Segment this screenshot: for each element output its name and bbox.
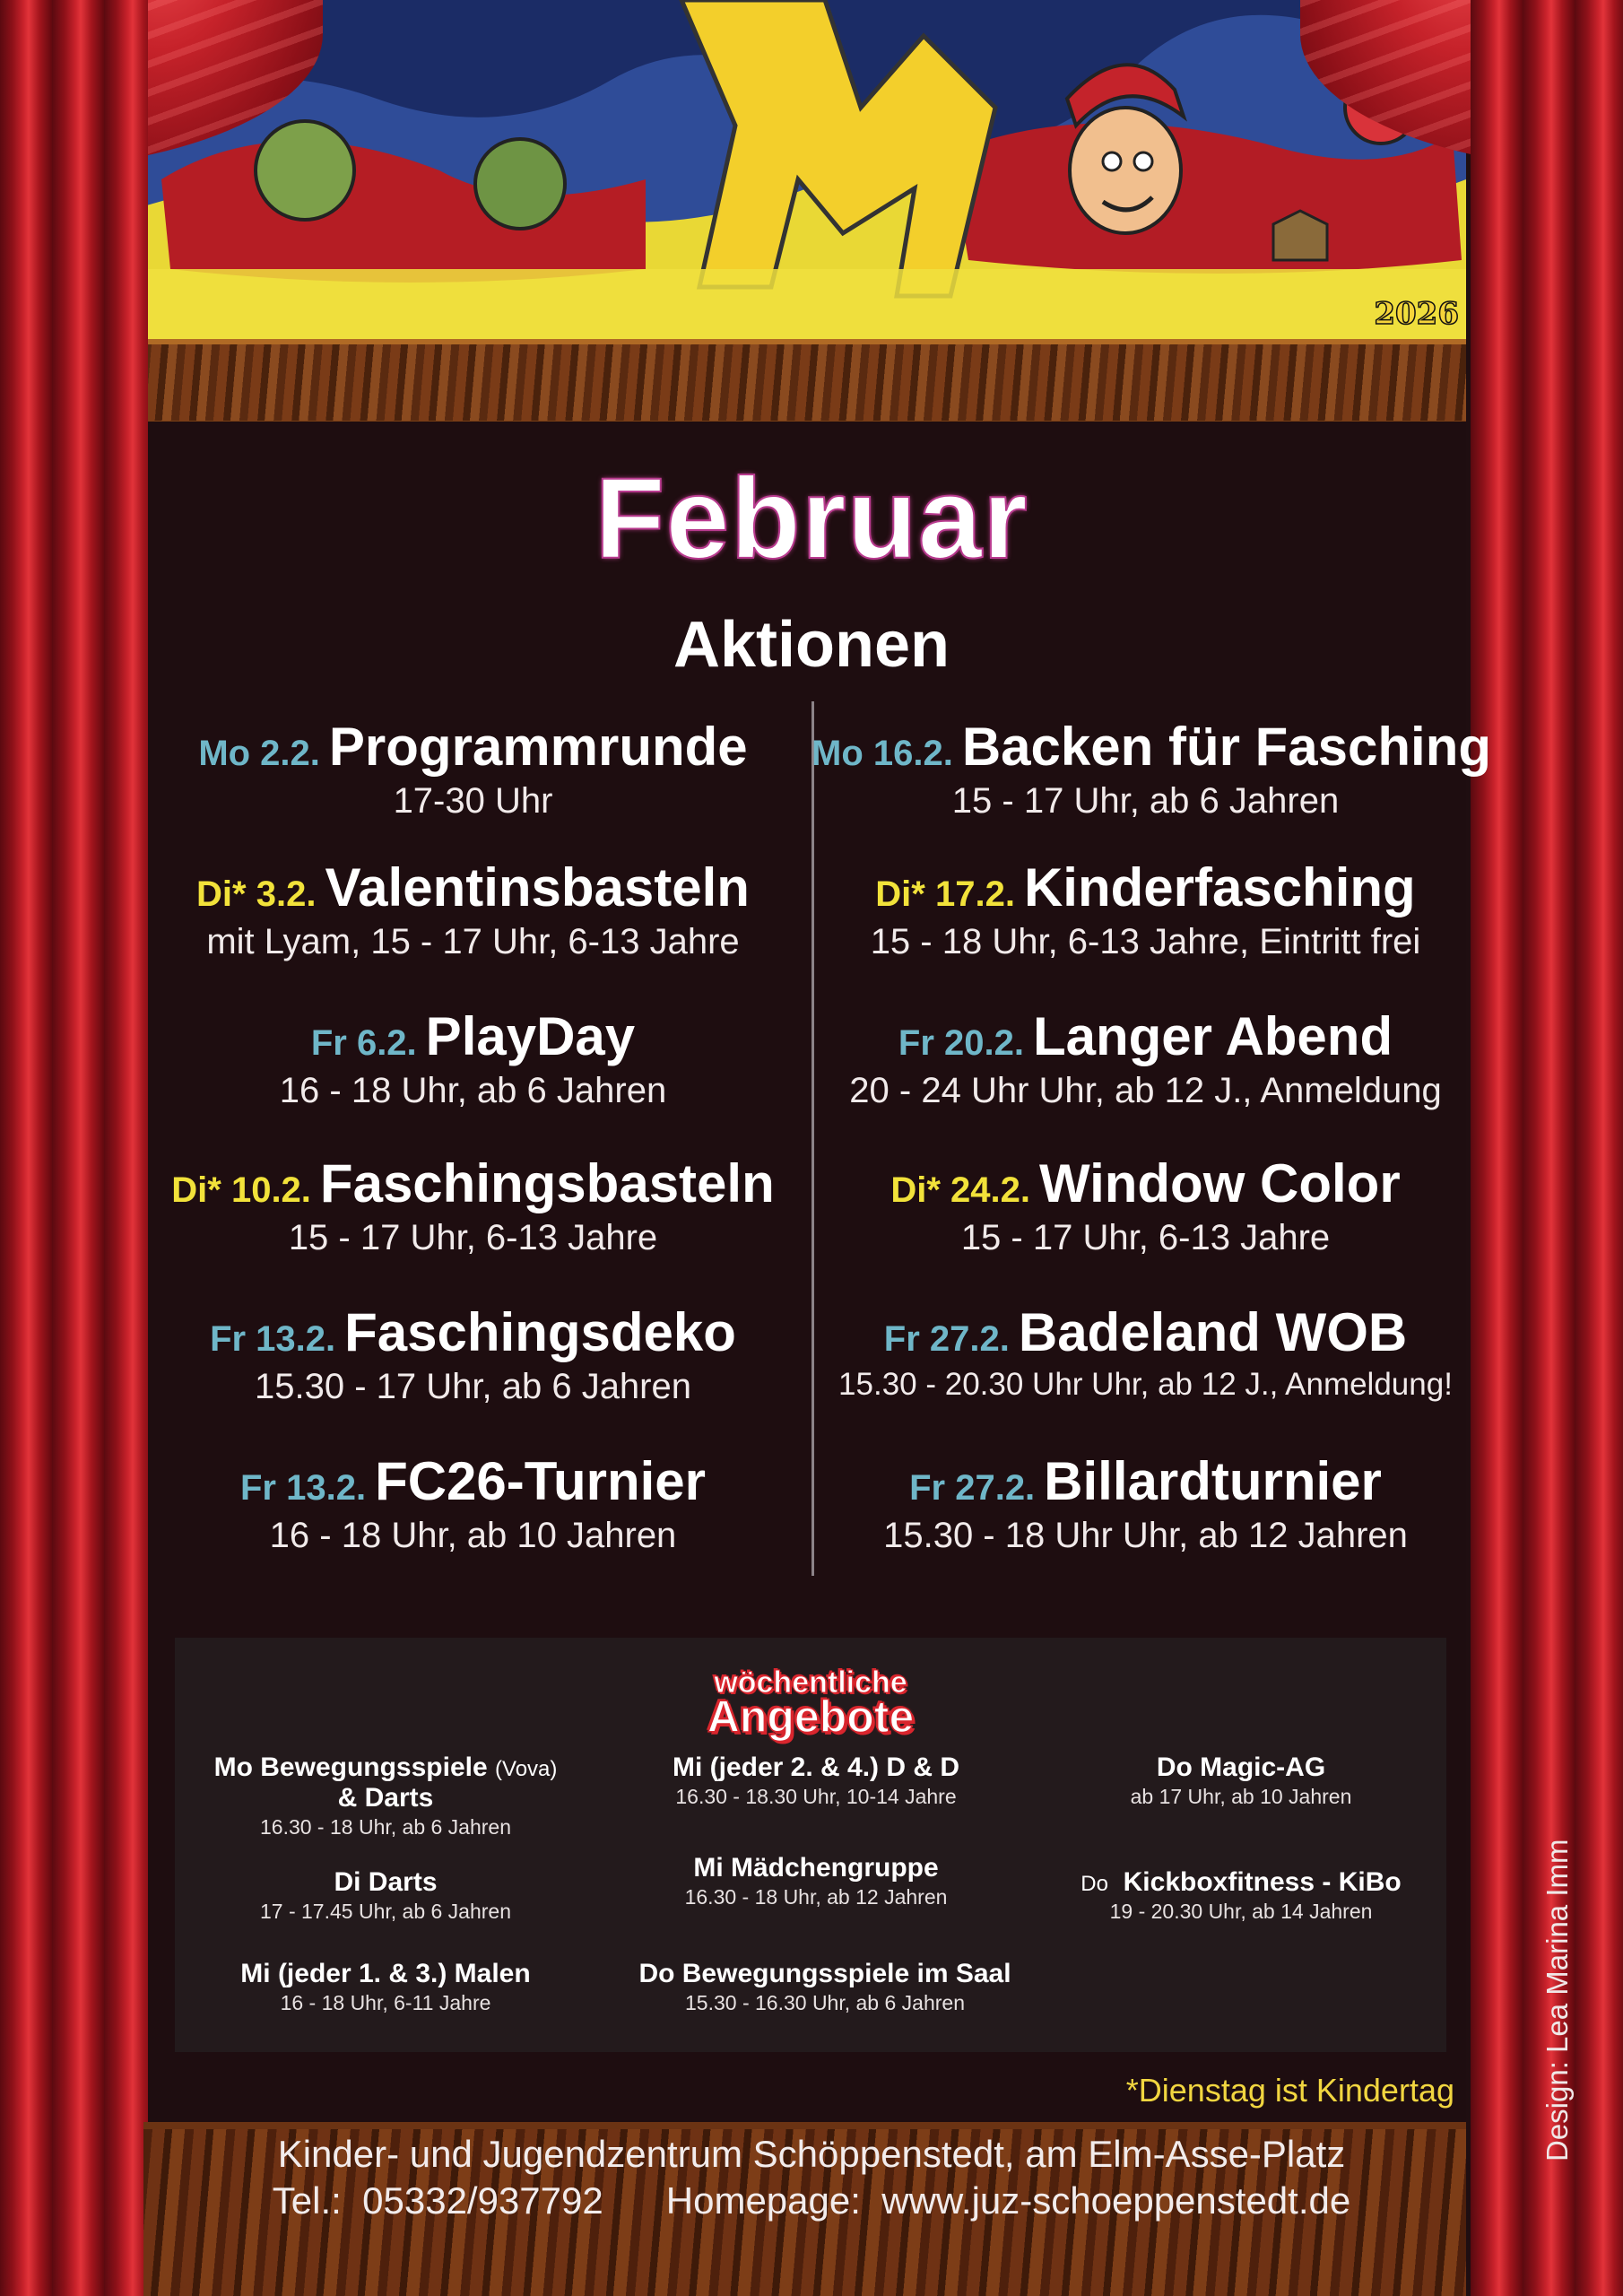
event-date: Di* 10.2. <box>171 1170 311 1210</box>
event-item <box>148 716 798 822</box>
event-date: Fr 13.2. <box>239 1468 367 1508</box>
event-date: Fr 6.2. <box>310 1023 417 1063</box>
kindertag-note: *Dienstag ist Kindertag <box>1125 2072 1454 2109</box>
event-item <box>812 1005 1480 1111</box>
event-item <box>148 1301 798 1407</box>
weekly-item <box>175 1959 596 2015</box>
weekly-item-head: Di Darts <box>334 1867 438 1897</box>
month-title: Februar <box>595 455 1028 583</box>
event-date: Fr 27.2. <box>909 1468 1036 1508</box>
weekly-item-detail: ab 17 Uhr, ab 10 Jahren <box>1130 1785 1352 1808</box>
event-date: Mo 2.2. <box>198 734 320 773</box>
weekly-item-head: Mi (jeder 1. & 3.) Malen <box>240 1959 531 1988</box>
event-info: 16 - 18 Uhr, ab 6 Jahren <box>279 1071 667 1110</box>
footer-homepage: Homepage: www.juz-schoeppenstedt.de <box>665 2179 1351 2222</box>
weekly-item-detail: 16.30 - 18 Uhr, ab 12 Jahren <box>684 1885 948 1909</box>
weekly-item-head: Do Magic-AG <box>1156 1752 1326 1782</box>
event-date: Fr 13.2. <box>210 1319 336 1359</box>
weekly-item-detail: 16.30 - 18 Uhr, ab 6 Jahren <box>259 1815 512 1839</box>
event-date: Fr 27.2. <box>883 1319 1010 1359</box>
year-tag: 2026 <box>1374 296 1459 332</box>
footer-address: Kinder- und Jugendzentrum Schöppenstedt, am Elm-Asse-Platz <box>277 2133 1346 2175</box>
event-date: Di* 17.2. <box>875 874 1015 914</box>
event-item <box>812 1301 1480 1403</box>
weekly-item-head: Mi Mädchengruppe <box>693 1853 939 1883</box>
design-credit: Design: Lea Marina Imm <box>1541 1839 1574 2161</box>
weekly-item-detail: 16.30 - 18.30 Uhr, 10-14 Jahre <box>675 1785 957 1808</box>
event-item <box>812 716 1491 822</box>
weekly-item-head: Mo Bewegungsspiele <box>213 1752 488 1782</box>
event-info: 15 - 17 Uhr, ab 6 Jahren <box>951 781 1340 821</box>
weekly-item <box>1036 1752 1446 1809</box>
weekly-title-bottom: Angebote <box>707 1692 915 1742</box>
weekly-item-head2: & Darts <box>337 1783 434 1813</box>
weekly-item-detail: 15.30 - 16.30 Uhr, ab 6 Jahren <box>685 1991 965 2014</box>
weekly-item-head: Mi (jeder 2. & 4.) D & D <box>672 1752 960 1782</box>
event-name: Window Color <box>1038 1153 1401 1213</box>
weekly-item-detail: 17 - 17.45 Uhr, ab 6 Jahren <box>259 1900 512 1923</box>
event-info: 15 - 17 Uhr, 6-13 Jahre <box>960 1218 1331 1257</box>
event-name: Valentinsbasteln <box>325 857 750 918</box>
event-name: FC26-Turnier <box>375 1451 706 1511</box>
event-date: Fr 20.2. <box>898 1023 1024 1063</box>
graffiti-header-image <box>143 0 1466 339</box>
weekly-item-note: Do <box>1081 1872 1108 1896</box>
event-info: 15.30 - 17 Uhr, ab 6 Jahren <box>255 1367 691 1406</box>
weekly-item-detail: 16 - 18 Uhr, 6-11 Jahre <box>280 1991 491 2014</box>
event-item <box>148 1152 798 1258</box>
footer-phone: Tel.: 05332/937792 <box>272 2179 603 2222</box>
event-name: Programmrunde <box>328 717 748 777</box>
event-info: 15.30 - 20.30 Uhr Uhr, ab 12 J., Anmeldung! <box>838 1367 1453 1402</box>
event-info: 15.30 - 18 Uhr Uhr, ab 12 Jahren <box>883 1516 1408 1555</box>
weekly-item <box>596 1752 1036 1809</box>
event-info: mit Lyam, 15 - 17 Uhr, 6-13 Jahre <box>206 922 740 961</box>
event-item <box>812 857 1480 962</box>
curtain-left <box>0 0 148 2296</box>
event-info: 16 - 18 Uhr, ab 10 Jahren <box>269 1516 677 1555</box>
weekly-item <box>175 1752 596 1839</box>
event-date: Di* 3.2. <box>196 874 317 914</box>
event-name: Kinderfasching <box>1023 857 1416 918</box>
weekly-item-head: Do Bewegungsspiele im Saal <box>638 1959 1011 1988</box>
event-name: Langer Abend <box>1032 1006 1393 1066</box>
event-info: 17-30 Uhr <box>393 781 553 821</box>
event-info: 15 - 18 Uhr, 6-13 Jahre, Eintritt frei <box>870 922 1421 961</box>
weekly-item-detail: 19 - 20.30 Uhr, ab 14 Jahren <box>1109 1900 1373 1923</box>
weekly-item <box>596 1959 1054 2015</box>
event-item <box>148 1450 798 1556</box>
graffiti-artwork <box>143 0 1466 339</box>
event-name: Billardturnier <box>1044 1451 1382 1511</box>
event-date: Di* 24.2. <box>890 1170 1030 1210</box>
event-name: Faschingsdeko <box>344 1302 736 1362</box>
section-title-aktionen: Aktionen <box>673 609 950 681</box>
event-name: PlayDay <box>425 1006 636 1066</box>
event-date: Mo 16.2. <box>812 734 953 773</box>
event-name: Faschingsbasteln <box>319 1153 775 1213</box>
weekly-item <box>596 1853 1036 1909</box>
footer-contact <box>0 2179 1623 2222</box>
event-info: 20 - 24 Uhr Uhr, ab 12 J., Anmeldung <box>849 1071 1442 1110</box>
weekly-item-head: Kickboxfitness - KiBo <box>1123 1867 1402 1897</box>
event-item <box>148 1005 798 1111</box>
weekly-offers-box <box>175 1638 1446 2052</box>
event-info: 15 - 17 Uhr, 6-13 Jahre <box>288 1218 658 1257</box>
event-name: Badeland WOB <box>1018 1302 1408 1362</box>
wood-frame-top <box>143 339 1466 426</box>
event-item <box>812 1450 1480 1556</box>
weekly-item <box>1036 1867 1446 1924</box>
weekly-item <box>175 1867 596 1924</box>
event-item <box>812 1152 1480 1258</box>
event-name: Backen für Fasching <box>961 717 1491 777</box>
weekly-offers-title <box>175 1665 1446 1742</box>
column-divider <box>812 701 814 1576</box>
weekly-item-note: (Vova) <box>495 1757 558 1781</box>
event-item <box>148 857 798 962</box>
weekly-title-top: wöchentliche <box>714 1665 907 1700</box>
